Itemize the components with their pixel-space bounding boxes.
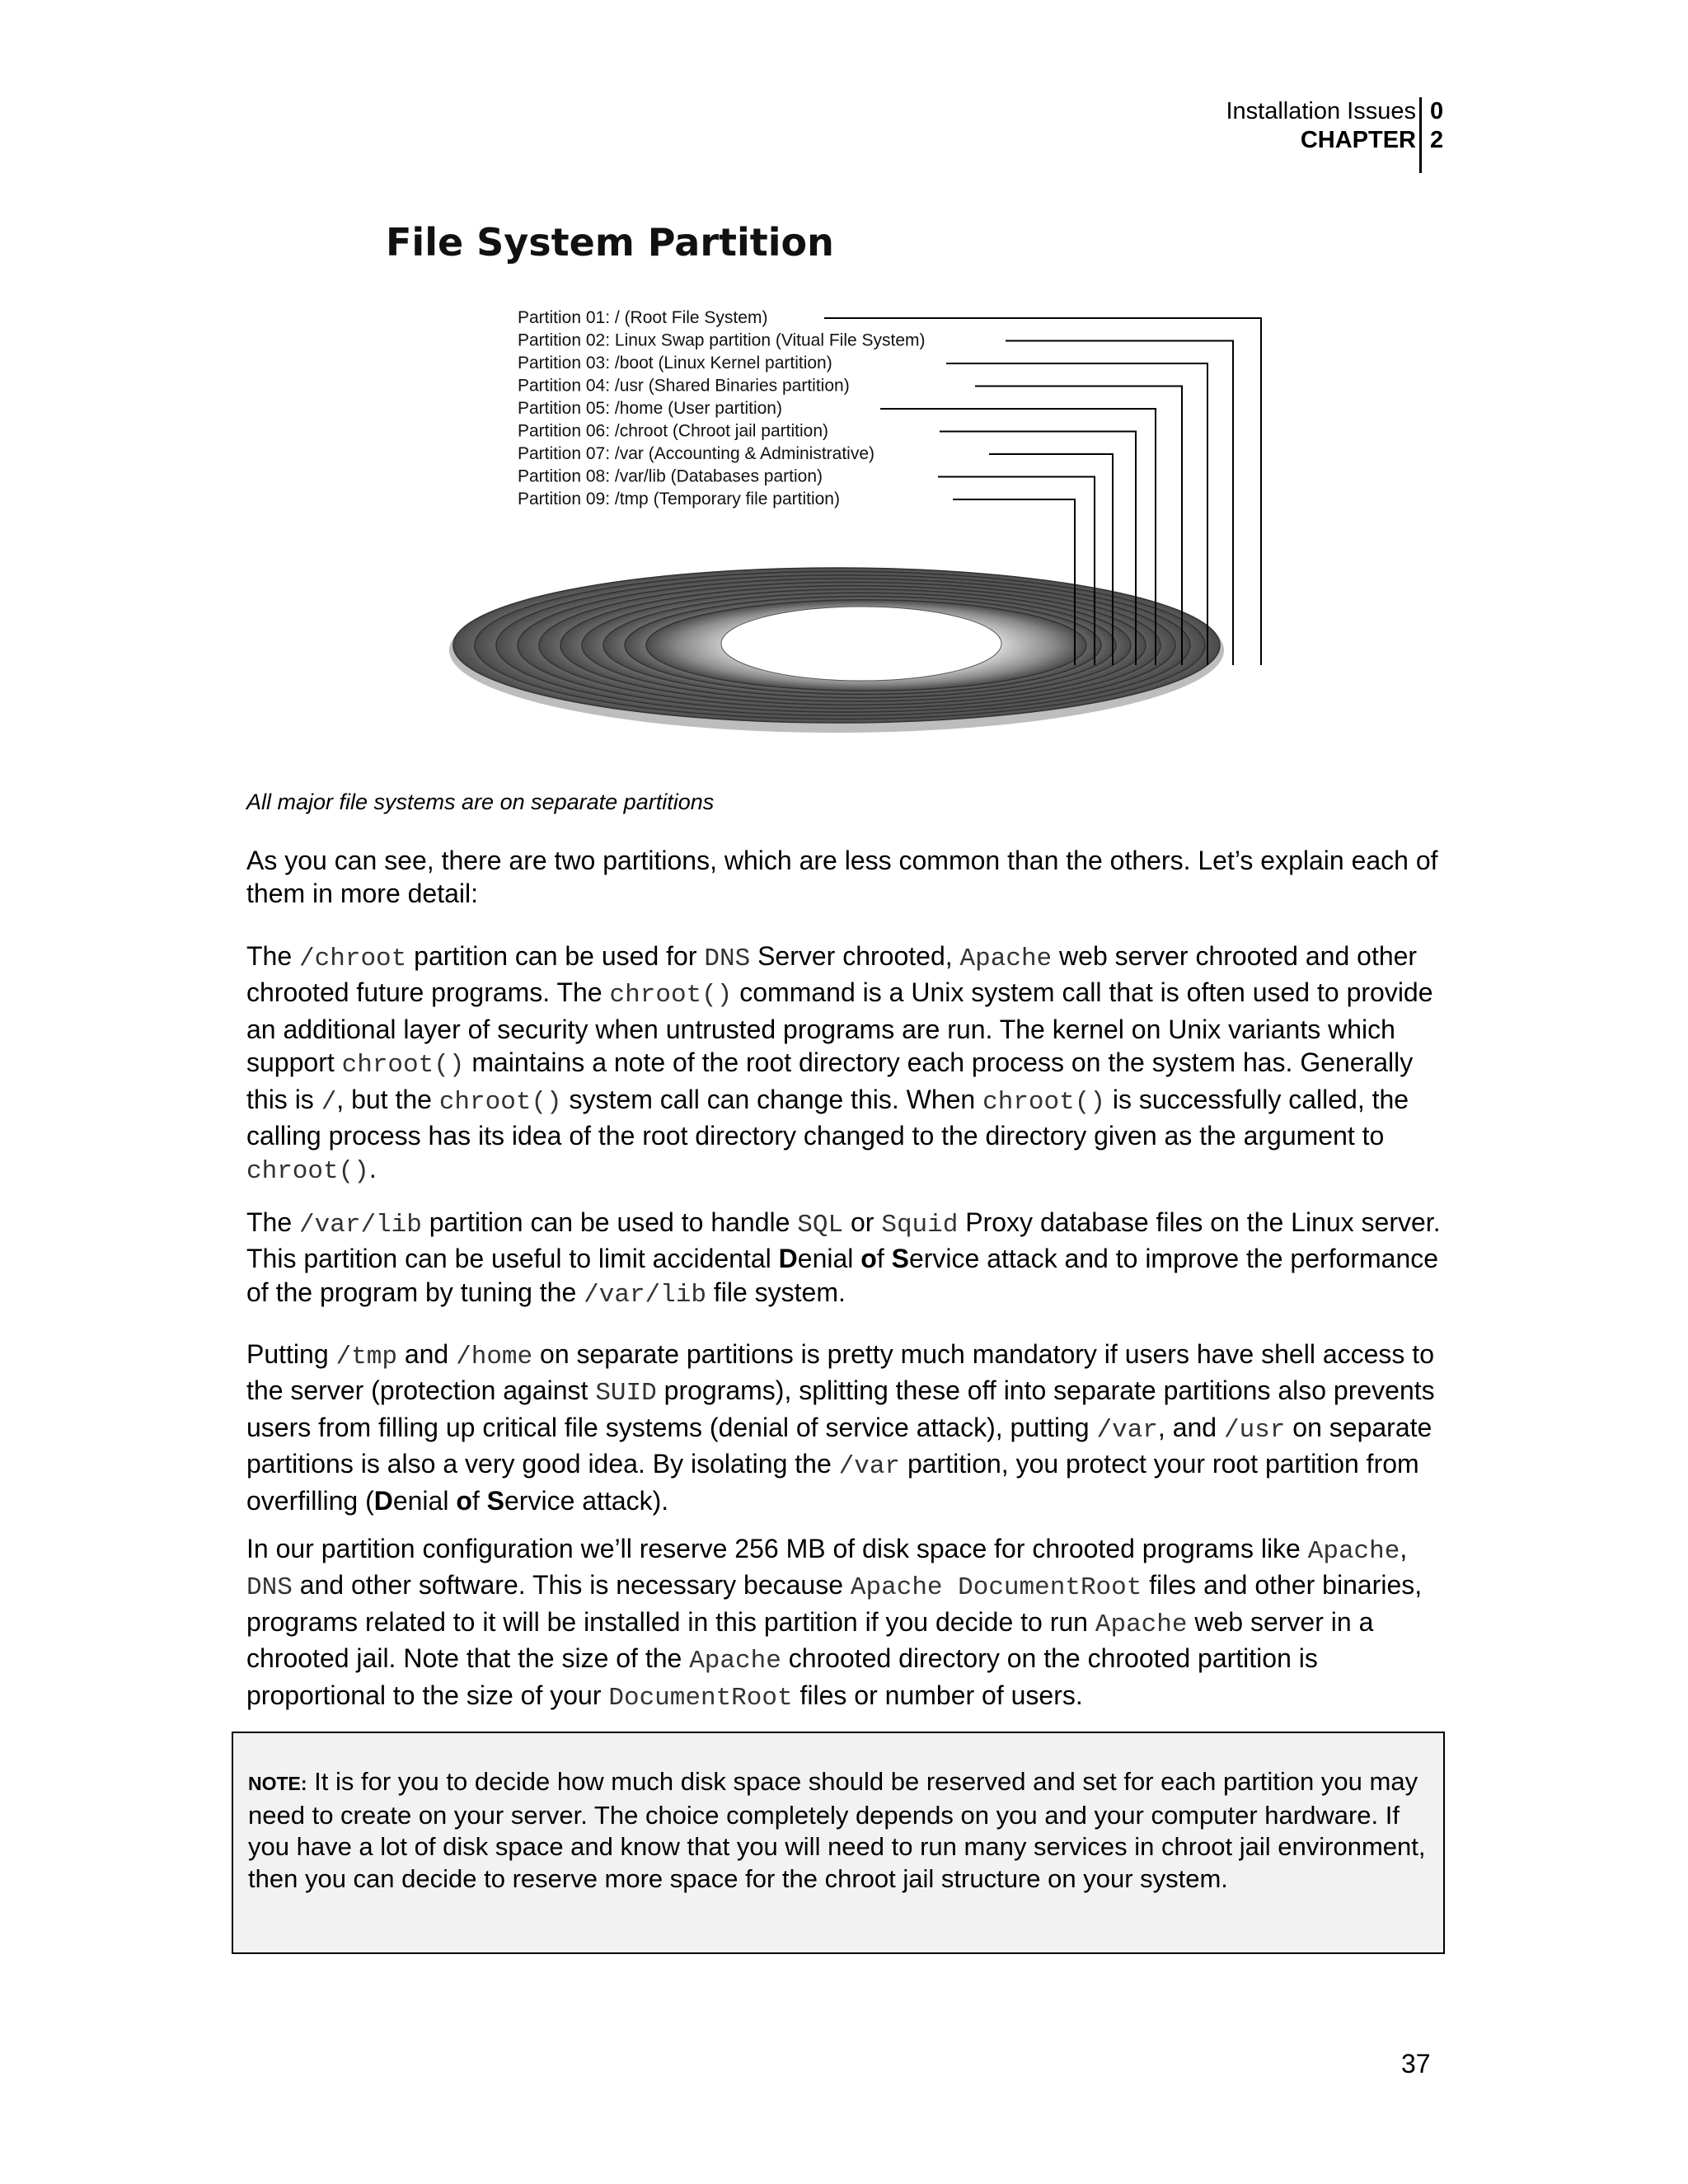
partition-label: Partition 06: /chroot (Chroot jail partition) xyxy=(518,421,829,441)
partition-label: Partition 05: /home (User partition) xyxy=(518,399,782,418)
text-run: f xyxy=(471,1485,487,1516)
paragraph-text xyxy=(246,1206,1450,1312)
paragraph-config xyxy=(246,1532,1450,1715)
chapter-label: CHAPTER xyxy=(1300,127,1416,153)
inline-code: Apache xyxy=(1307,1537,1400,1566)
text-run: enial xyxy=(392,1485,457,1516)
partition-label: Partition 01: / (Root File System) xyxy=(518,308,768,327)
partition-diagram xyxy=(371,206,1311,775)
inline-code: /home xyxy=(456,1343,533,1371)
inline-code: /usr xyxy=(1223,1415,1286,1445)
bold-letter: o xyxy=(456,1485,472,1516)
partition-labels xyxy=(518,308,926,509)
section-title: Installation Issues xyxy=(1226,98,1416,124)
text-run: ervice attack and to improve the performance of the program by tuning the xyxy=(246,1244,1439,1307)
text-run: and xyxy=(396,1339,457,1369)
text-run: web server chrooted and other chrooted future programs. The xyxy=(246,941,1418,1008)
text-run: The xyxy=(246,941,300,971)
disk-center-hole xyxy=(721,607,1001,681)
bold-letter: D xyxy=(778,1244,798,1274)
text-run: maintains a note of the root directory each process on the system has. Generally this is xyxy=(246,1047,1414,1114)
text-run: web server in a chrooted jail. Note that the size of the xyxy=(246,1606,1374,1674)
text-run: on separate partitions is also a very good idea. By isolating the xyxy=(246,1412,1432,1479)
text-run: is successfully called, the calling process has its idea of the root directory changed to the directory given as the argument to xyxy=(246,1084,1409,1151)
paragraph-tmp-home xyxy=(246,1338,1450,1517)
text-run: Putting xyxy=(246,1339,336,1369)
text-run: ervice attack). xyxy=(504,1485,669,1516)
inline-code: Apache DocumentRoot xyxy=(850,1573,1142,1603)
inline-code: / xyxy=(321,1087,337,1117)
partition-label: Partition 02: Linux Swap partition (Vitual File System) xyxy=(518,330,926,350)
note-text xyxy=(248,1766,1435,1895)
inline-code: Apache xyxy=(1095,1610,1188,1639)
paragraph-text: As you can see, there are two partitions, which are less common than the others. Let’s explain each of them in more detail: xyxy=(246,846,1438,909)
inline-code: SUID xyxy=(595,1379,657,1408)
bold-letter: S xyxy=(486,1485,504,1516)
bold-letter: o xyxy=(860,1244,877,1274)
inline-code: /var xyxy=(1096,1415,1158,1445)
text-run: . xyxy=(368,1154,377,1184)
inline-code: chroot() xyxy=(341,1051,465,1080)
text-run: , but the xyxy=(336,1084,439,1114)
text-run: Server chrooted, xyxy=(750,941,960,971)
paragraph-text xyxy=(246,1532,1450,1715)
text-run: partition, you protect your root partition from overfilling ( xyxy=(246,1449,1419,1516)
running-header xyxy=(1226,97,1416,155)
bold-letter: S xyxy=(891,1244,909,1274)
text-run: partition can be used to handle xyxy=(421,1207,798,1237)
inline-code: DNS xyxy=(704,944,751,973)
inline-code: /tmp xyxy=(335,1343,397,1371)
inline-code: /chroot xyxy=(299,944,407,973)
text-run: In our partition configuration we’ll reserve 256 MB of disk space for chrooted programs like xyxy=(246,1534,1308,1563)
text-run: , and xyxy=(1157,1412,1224,1442)
disk-rings xyxy=(449,568,1224,733)
text-run: , xyxy=(1400,1534,1408,1563)
chapter-digit-2: 2 xyxy=(1430,127,1444,153)
text-run: files or number of users. xyxy=(792,1680,1083,1710)
inline-code: Apache xyxy=(959,944,1053,973)
inline-code: chroot() xyxy=(982,1087,1105,1117)
partition-label: Partition 04: /usr (Shared Binaries partition) xyxy=(518,376,850,396)
inline-code: Squid xyxy=(881,1211,959,1240)
text-run: enial xyxy=(797,1244,861,1274)
text-run: partition can be used for xyxy=(406,941,705,971)
figure-caption: All major file systems are on separate partitions xyxy=(246,790,715,814)
text-run: chrooted directory on the chrooted partition is proportional to the size of your xyxy=(246,1643,1318,1710)
paragraph-intro xyxy=(246,844,1450,911)
paragraph-chroot xyxy=(246,940,1450,1189)
inline-code: chroot() xyxy=(609,981,733,1010)
bold-letter: D xyxy=(373,1485,393,1516)
partition-label: Partition 09: /tmp (Temporary file partition) xyxy=(518,490,840,509)
note-body: It is for you to decide how much disk space should be reserved and set for each partition you may need to create on your server. The choice completely depends on you and your computer hardware. If you have a lot of disk space and know that you will need to run many services in chroot jail environment, then you can decide to reserve more space for the chroot jail structure on your system. xyxy=(248,1767,1426,1893)
text-run: programs), splitting these off into separate partitions also prevents users from filling up critical file systems (denial of service attack), putting xyxy=(246,1376,1435,1442)
partition-label: Partition 03: /boot (Linux Kernel partition) xyxy=(518,354,832,373)
inline-code: chroot() xyxy=(438,1087,562,1117)
text-run: command is a Unix system call that is often used to provide an additional layer of security when untrusted programs are run. The kernel on Unix variants which support xyxy=(246,977,1433,1078)
chapter-digit-1: 0 xyxy=(1430,98,1444,124)
note-label: NOTE: xyxy=(248,1773,307,1794)
inline-code: /var/lib xyxy=(299,1211,422,1240)
text-run: The xyxy=(246,1207,300,1237)
text-run: or xyxy=(843,1207,882,1237)
text-run: system call can change this. When xyxy=(561,1084,983,1114)
text-run: f xyxy=(876,1244,892,1274)
paragraph-text xyxy=(246,940,1450,1189)
inline-code: SQL xyxy=(797,1211,844,1240)
text-run: Proxy database files on the Linux server. This partition can be useful to limit accidental xyxy=(246,1207,1441,1274)
partition-label: Partition 07: /var (Accounting & Administrative) xyxy=(518,444,875,463)
chapter-number xyxy=(1419,97,1443,173)
inline-code: /var/lib xyxy=(584,1280,706,1310)
inline-code: chroot() xyxy=(246,1157,369,1187)
text-run: file system. xyxy=(706,1277,846,1307)
text-run: and other software. This is necessary because xyxy=(292,1570,851,1601)
paragraph-varlib xyxy=(246,1206,1450,1312)
page-number: 37 xyxy=(1401,2049,1431,2079)
inline-code: /var xyxy=(838,1452,901,1482)
text-run: on separate partitions is pretty much mandatory if users have shell access to the server (protection against xyxy=(246,1339,1434,1406)
partition-label: Partition 08: /var/lib (Databases partion) xyxy=(518,466,823,486)
figure-title: File System Partition xyxy=(386,220,834,265)
inline-code: DocumentRoot xyxy=(608,1683,793,1713)
inline-code: DNS xyxy=(246,1573,293,1603)
paragraph-text xyxy=(246,1338,1450,1517)
text-run: files and other binaries, programs related to it will be installed in this partition if you decide to run xyxy=(246,1570,1423,1637)
note-box xyxy=(232,1732,1445,1954)
inline-code: Apache xyxy=(689,1647,781,1676)
